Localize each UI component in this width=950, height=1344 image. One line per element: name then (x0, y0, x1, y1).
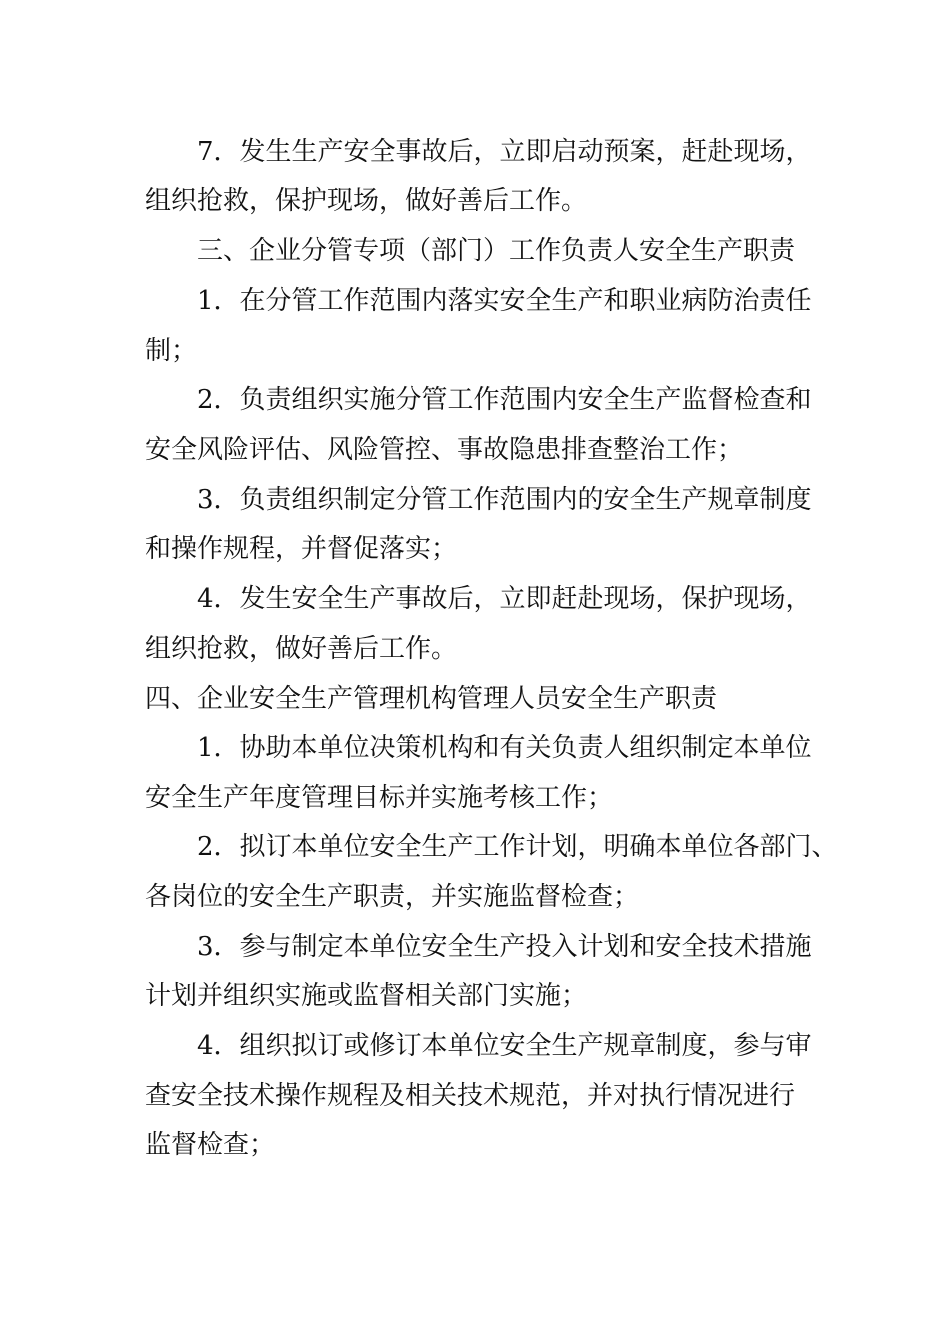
section-heading: 四、企业安全生产管理机构管理人员安全生产职责 (145, 684, 718, 714)
text-line: 和操作规程，并督促落实； (145, 534, 458, 564)
text-line: 各岗位的安全生产职责，并实施监督检查； (145, 882, 640, 912)
text-line: 监督检查； (145, 1130, 276, 1160)
text-line: 4．组织拟订或修订本单位安全生产规章制度，参与审 (197, 1031, 812, 1061)
text-line: 计划并组织实施或监督相关部门实施； (145, 981, 588, 1011)
text-line: 查安全技术操作规程及相关技术规范，并对执行情况进行 (145, 1081, 796, 1111)
text-line: 7．发生生产安全事故后，立即启动预案，赶赴现场， (197, 137, 812, 167)
text-line: 组织抢救，保护现场，做好善后工作。 (145, 186, 588, 216)
text-line: 安全风险评估、风险管控、事故隐患排查整治工作； (145, 435, 744, 465)
section-heading: 三、企业分管专项（部门）工作负责人安全生产职责 (197, 236, 796, 266)
text-line: 2．拟订本单位安全生产工作计划，明确本单位各部门、 (197, 832, 838, 862)
text-line: 1．协助本单位决策机构和有关负责人组织制定本单位 (197, 733, 812, 763)
text-line: 3．负责组织制定分管工作范围内的安全生产规章制度 (197, 485, 812, 515)
text-line: 组织抢救，做好善后工作。 (145, 634, 458, 664)
text-line: 4．发生安全生产事故后，立即赶赴现场，保护现场， (197, 584, 812, 614)
text-line: 3．参与制定本单位安全生产投入计划和安全技术措施 (197, 932, 812, 962)
text-line: 1．在分管工作范围内落实安全生产和职业病防治责任 (197, 286, 812, 316)
text-line: 2．负责组织实施分管工作范围内安全生产监督检查和 (197, 385, 812, 415)
text-line: 制； (145, 336, 198, 366)
text-line: 安全生产年度管理目标并实施考核工作； (145, 783, 614, 813)
